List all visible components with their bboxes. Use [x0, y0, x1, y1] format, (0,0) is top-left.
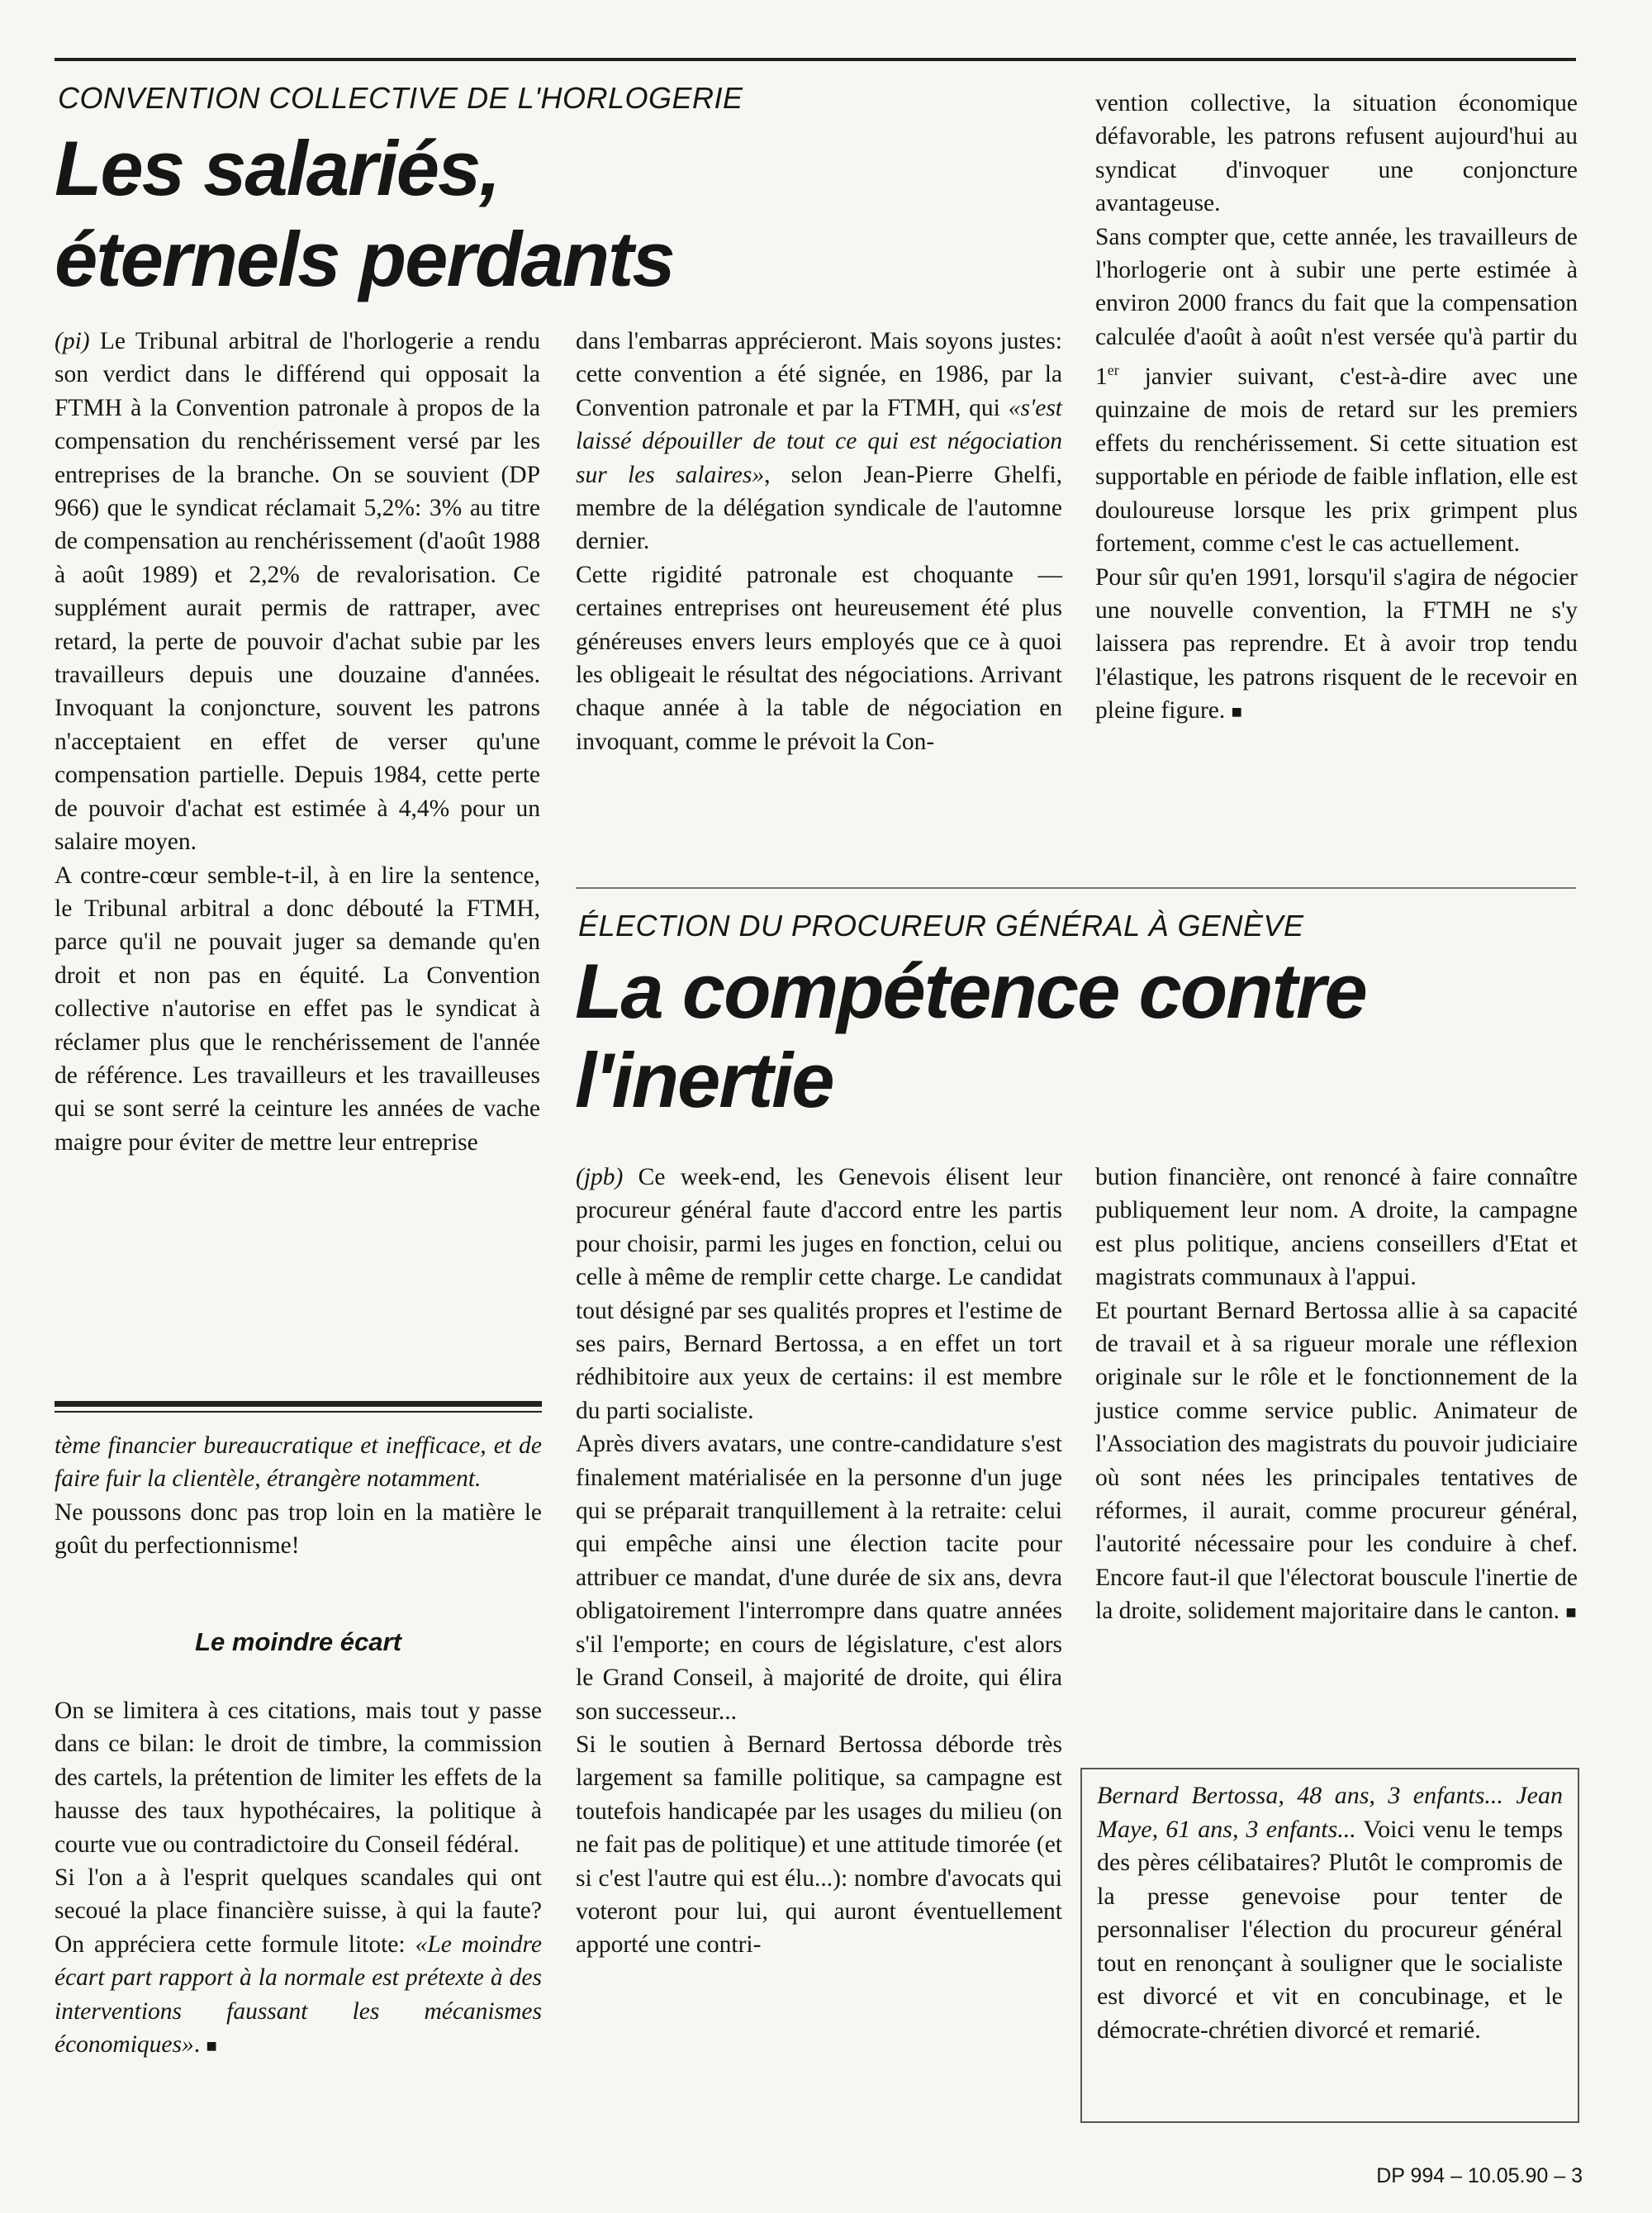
quote: «Le moindre écart part rapport à la normale est prétexte à des interventions faussant les mécanismes économiques» — [55, 1930, 543, 2059]
article1-col2-paragraph1: dans l'embarras apprécieront. Mais soyons justes: cette convention a été signée, en 1986, par la Convention patronale et par la FTMH, qui «s'est laissé dépouiller de tout ce qui est négociation sur les salaires», selon Jean-Pierre Ghelfi, membre de la délégation syndicale de l'automne dernier. — [576, 328, 1063, 555]
top-rule — [55, 58, 1576, 61]
article1-col3-paragraph1: vention collective, la situation économique défavorable, les patrons refusent aujourd'hui au syndicat d'invoquer une conjoncture avantageuse. — [1095, 90, 1578, 217]
quote: «s'est laissé dépouiller de tout ce qui est négociation sur les salaires» — [576, 394, 1062, 488]
superscript: er — [1107, 362, 1119, 379]
article2-col2-paragraph1: bution financière, ont renoncé à faire connaître publiquement leur nom. A droite, la campagne est plus politique, anciens conseillers d'Etat et magistrats communaux à l'appui. — [1095, 1164, 1578, 1291]
end-mark: ■ — [1565, 1602, 1577, 1623]
article2-col2-paragraph2: Et pourtant Bernard Bertossa allie à sa capacité de travail et à sa rigueur morale une réflexion originale sur le rôle et le fonctionnement de la justice comme service public. Animateur de l'Association des magistrats du pouvoir judiciaire où sont nées les principales tentatives de réformes, il aurait, comme procureur général, l'autorité nécessaire pour les conduire à chef. Encore faut-il que l'électorat bouscule l'inertie de la droite, solidement majoritaire dans le canton. ■ — [1095, 1297, 1578, 1625]
article1-column1 — [55, 325, 540, 1159]
article1-title-line1: Les salariés, — [55, 125, 500, 211]
page-folio: DP 994 – 10.05.90 – 3 — [1376, 2164, 1583, 2187]
article1-col3-paragraph2: Sans compter que, cette année, les travailleurs de l'horlogerie ont à subir une perte estimée à environ 2000 francs du fait que la compensation calculée d'août à août n'est versée qu'à partir du 1er janvier suivant, c'est-à-dire avec une quinzaine de mois de retard sur les premiers effets du renchérissement. Si cette situation est supportable en période de faible inflation, elle est douloureuse lorsque les prix grimpent plus fortement, comme c'est le cas actuellement. — [1095, 223, 1578, 558]
article2-col1-paragraph3: Si le soutien à Bernard Bertossa déborde très largement sa famille politique, sa campagne est toutefois handicapée par les usages du milieu (on ne fait pas de politique) et une attitude timorée (et si c'est l'autre qui est élu...): nombre d'avocats qui voteront pour lui, qui auront éventuellement apporté une contri- — [576, 1731, 1062, 1959]
author-signature: (jpb) — [576, 1164, 624, 1190]
article2-title-line2: l'inertie — [575, 1037, 833, 1123]
section-divider — [576, 887, 1576, 889]
continued-paragraph3: On se limitera à ces citations, mais tout y passe dans ce bilan: le droit de timbre, la commission des cartels, la prétention de limiter les effets de la hausse des taux hypothécaires, la politique à courte vue ou contradictoire du Conseil fédéral. — [55, 1698, 542, 1858]
article1-kicker: CONVENTION COLLECTIVE DE L'HORLOGERIE — [58, 81, 743, 115]
sidebar-box-text: Voici venu le temps des pères célibataires? Plutôt le compromis de la presse genevoise pour tenter de personnaliser l'élection du procureur général tout en renonçant à souligner que le socialiste est divorcé et vit en concubinage, et le démocrate-chrétien divorcé et remarié. — [1097, 1815, 1563, 2044]
article1-col3-paragraph3: Pour sûr qu'en 1991, lorsqu'il s'agira de négocier une nouvelle convention, la FTMH ne s'y laissera pas reprendre. Et à avoir trop tendu l'élastique, les patrons risquent de le recevoir en pleine figure. ■ — [1095, 563, 1578, 724]
article1-title-line2: éternels perdants — [55, 216, 674, 302]
continued-paragraph2: Ne poussons donc pas trop loin en la matière le goût du perfectionnisme! — [55, 1498, 542, 1560]
article2-title-line1: La compétence contre — [575, 947, 1366, 1034]
article1-col1-paragraph1: (pi) Le Tribunal arbitral de l'horlogerie a rendu son verdict dans le différend qui opposait la FTMH à la Convention patronale à propos de la compensation du renchérissement versé par les entreprises de la branche. On se souvient (DP 966) que le syndicat réclamait 5,2%: 3% au titre de compensation au renchérissement (d'août 1988 à août 1989) et 2,2% de revalorisation. Ce supplément aurait permis de rattraper, avec retard, la perte de pouvoir d'achat subie par les travailleurs depuis une douzaine d'années. Invoquant la conjoncture, souvent les patrons n'acceptaient en effet de verser qu'une compensation partielle. Depuis 1984, cette perte de pouvoir d'achat est estimée à 4,4% pour un salaire moyen. — [55, 328, 540, 856]
article1-column3 — [1095, 87, 1578, 729]
continued-paragraph1: tème financier bureaucratique et inefficace, et de faire fuir la clientèle, étrangère notamment. — [55, 1432, 542, 1493]
article2-column1 — [576, 1161, 1062, 1962]
continued-subhead: Le moindre écart — [195, 1627, 401, 1656]
continued-paragraph4: Si l'on a à l'esprit quelques scandales qui ont secoué la place financière suisse, à qui la faute? On appréciera cette formule litote: «Le moindre écart part rapport à la normale est prétexte à des interventions faussant les mécanismes économiques». ■ — [55, 1864, 543, 2059]
continued-article-part2 — [55, 1694, 542, 2063]
end-mark: ■ — [1231, 701, 1242, 723]
article2-column2 — [1095, 1161, 1578, 1630]
article1-col1-paragraph2: A contre-cœur semble-t-il, à en lire la sentence, le Tribunal arbitral a donc débouté la FTMH, parce qu'il ne pouvait juger sa demande qu'en droit et non pas en équité. La Convention collective n'autorise en effet pas le syndicat à réclamer plus que le renchérissement de l'année de référence. Les travailleurs et les travailleuses qui se sont serré la ceinture les années de vache maigre pour éviter de mettre leur entreprise — [55, 862, 540, 1156]
end-mark: ■ — [206, 2035, 217, 2057]
article1-col2-paragraph2: Cette rigidité patronale est choquante — certaines entreprises ont heureusement été plus généreuses envers leurs employés que ce à quoi les obligeait le résultat des négociations. Arrivant chaque année à la table de négociation en invoquant, comme le prévoit la Con- — [576, 561, 1062, 755]
sidebar-box — [1080, 1768, 1579, 2123]
continued-article — [55, 1429, 542, 1563]
article2-kicker: ÉLECTION DU PROCUREUR GÉNÉRAL À GENÈVE — [578, 909, 1304, 943]
column-double-rule-thin — [55, 1411, 542, 1413]
article1-column2 — [576, 325, 1062, 758]
column-double-rule-thick — [55, 1401, 542, 1407]
article2-col1-paragraph1: (jpb) Ce week-end, les Genevois élisent leur procureur général faute d'accord entre les partis pour choisir, parmi les juges en fonction, celui ou celle à même de remplir cette charge. Le candidat tout désigné par ses qualités propres et l'estime de ses pairs, Bernard Bertossa, a en effet un tort rédhibitoire aux yeux de certains: il est membre du parti socialiste. — [576, 1164, 1062, 1424]
author-signature: (pi) — [55, 328, 90, 354]
sidebar-box-italic: Bernard Bertossa, 48 ans, 3 enfants... Jean Maye, 61 ans, 3 enfants... — [1097, 1782, 1563, 1843]
article2-col1-paragraph2: Après divers avatars, une contre-candidature s'est finalement matérialisée en la personne d'un juge qui se préparait tranquillement à la retraite: celui qui empêche ainsi une élection tacite pour attribuer ce mandat, d'une durée de six ans, devra obligatoirement l'interrompre dans quatre années s'il l'emporte; en cours de législature, c'est alors le Grand Conseil, à majorité de droite, qui élira son successeur... — [576, 1431, 1062, 1725]
